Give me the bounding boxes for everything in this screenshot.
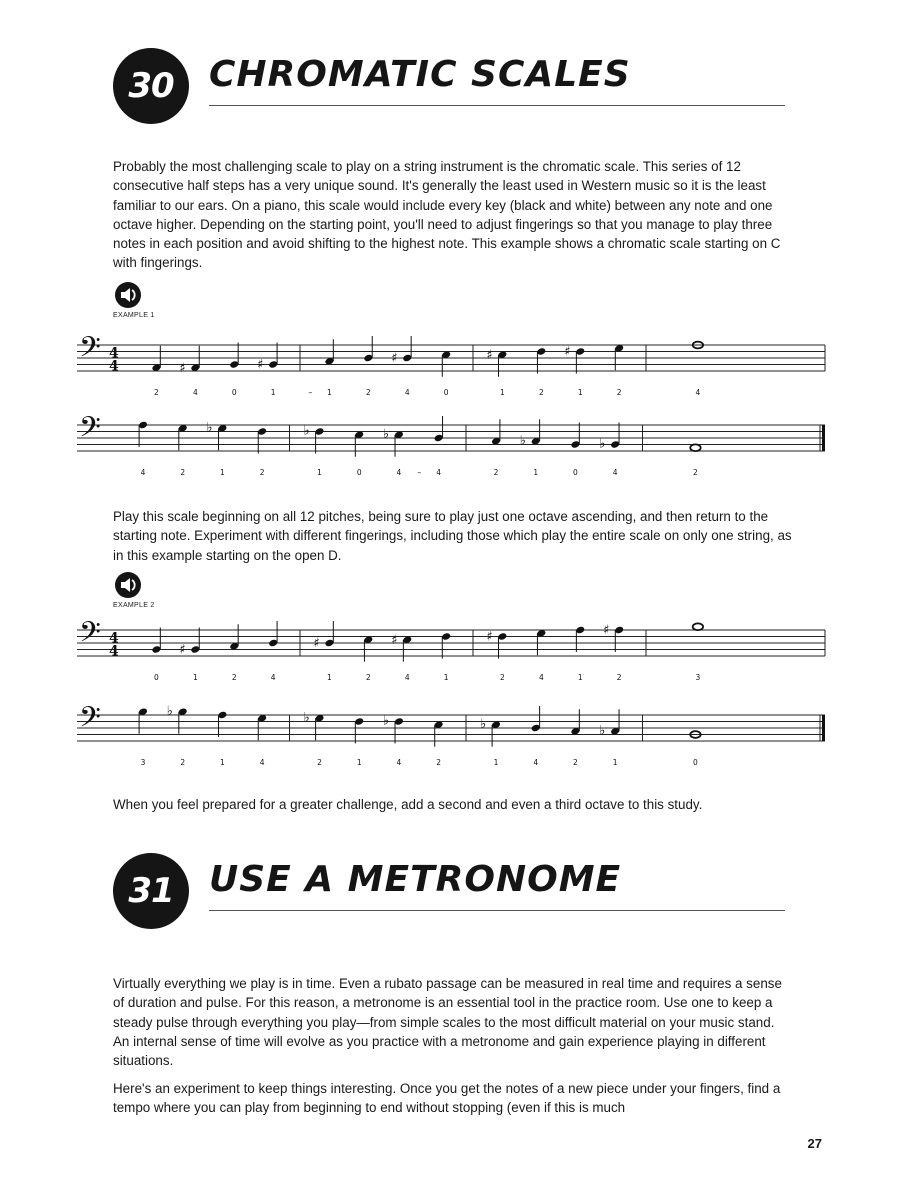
section-number-badge: 31 [113,853,189,929]
fingering: 2 [436,758,442,767]
sharp-sign: ♯ [486,629,493,645]
paragraph-experiment: Here's an experiment to keep things interesting. Once you get the notes of a new piece under your fingers, find a tempo where you can play from beginning to end without stopping (even if this is much [113,1081,781,1116]
sharp-sign: ♯ [486,347,493,363]
fingering: 2 [616,673,622,682]
fingering: 2 [500,673,505,682]
fingering: 2 [538,388,544,395]
sharp-sign: ♯ [313,636,320,651]
fingering: 2 [573,758,578,767]
music-staff [75,405,835,480]
sharp-sign: ♯ [179,642,186,658]
fingering: 4 [612,468,618,477]
example-2-label-block [113,570,155,609]
time-signature-bottom: 4 [109,643,119,660]
fingering: 1 [220,468,225,477]
sharp-sign: ♯ [391,351,398,366]
bass-clef: 𝄢 [79,700,101,741]
paragraph-metronome: Virtually everything we play is in time. Even a rubato passage can be measured in real time and requires a sense of duration and pulse. For this reason, a metronome is an essential tool in the practice room. Use one to keep a steady pulse through everything you play—from simple scales to the most difficult material on your music stand. An internal sense of time will evolve as you practice with a metronome and gain experience playing in different situations. [113,976,782,1069]
fingering: 1 [533,468,539,477]
sharp-sign: ♯ [179,360,186,376]
flat-sign: ♭ [519,433,526,449]
fingering: 3 [140,758,146,767]
fingering: 2 [693,468,698,477]
example-label: EXAMPLE 1 [113,312,155,319]
fingering: 3 [695,673,701,682]
sharp-sign: ♯ [391,632,398,648]
fingering: 1 [192,673,198,682]
sharp-sign: ♯ [603,623,610,638]
music-staff [75,695,835,775]
fingering: 0 [231,388,237,395]
fingering: 2 [493,468,499,477]
fingering: 1 [327,388,332,395]
fingering: 4 [533,758,539,767]
fingering: 1 [356,758,362,767]
fingering: 2 [180,468,186,477]
music-staff [75,325,835,395]
paragraph-intro: Probably the most challenging scale to play on a string instrument is the chromatic scale. This series of 12 consecutive half steps has a very unique sound. It's generally the least used in Western music so it is the least familiar to our ears. On a piano, this scale would include every key (black and white) between any note and one octave higher. Depending on the starting point, you'll need to adjust fingerings so that you manage to play three notes in each position and avoid shifting to the highest note. This example shows a chromatic scale starting on C with fingerings. [113,159,781,271]
fingering: 2 [180,758,186,767]
fingering: 0 [443,388,449,395]
bass-clef: 𝄢 [79,330,101,371]
fingering: 4 [404,673,410,682]
flat-sign: ♭ [382,426,390,442]
music-staff [75,610,835,685]
paragraph-challenge: When you feel prepared for a greater challenge, add a second and even a third octave to this study. [113,797,703,812]
section-title: USE A METRONOME [209,859,622,900]
fingering: 4 [538,673,544,682]
fingering: 4 [404,388,410,395]
whole-note [690,444,700,451]
fingering: 4 [270,673,276,682]
fingering: 4 [259,758,265,767]
example-1-label-block [113,280,155,319]
fingering: 2 [317,758,322,767]
title-underline [209,910,785,911]
fingering: 4 [695,388,701,395]
flat-sign: ♭ [599,723,606,739]
audio-icon[interactable] [113,280,143,310]
flat-sign: ♭ [303,423,310,439]
section-30-header [113,48,785,128]
section-31-header [113,853,785,933]
fingering: 0 [573,468,578,477]
bass-clef: 𝄢 [79,615,101,656]
flat-sign: ♭ [206,420,213,436]
section-title: CHROMATIC SCALES [209,54,631,95]
fingering: 1 [493,758,499,767]
fingering: 4 [140,468,146,477]
fingering: 2 [259,468,265,477]
sharp-sign: ♯ [257,357,264,373]
title-underline [209,105,785,106]
fingering: 1 [500,388,505,395]
page-number: 27 [807,1136,822,1151]
fingering: 4 [396,758,402,767]
fingering: 1 [317,468,322,477]
fingering: 1 [220,758,225,767]
flat-sign: ♭ [382,713,390,729]
flat-sign: ♭ [166,703,173,719]
fingering: 1 [577,673,583,682]
fingering: 2 [616,388,622,395]
fingering: 4 [192,388,198,395]
bass-clef: 𝄢 [79,410,101,451]
sharp-sign: ♯ [564,344,571,360]
fingering: 1 [327,673,332,682]
flat-sign: ♭ [480,716,487,732]
paragraph-practice: Play this scale beginning on all 12 pitches, being sure to play just one octave ascending, and then return to the starting note. Experiment with different fingerings, including those which play the entire scale on only one string, as in this example starting on the open D. [113,509,792,563]
fingering: 4 [436,468,442,477]
flat-sign: ♭ [303,710,310,726]
whole-note [693,623,703,630]
shift-dash: – [308,388,313,395]
fingering: 0 [693,758,698,767]
fingering: 2 [365,673,371,682]
fingering: 0 [154,673,159,682]
fingering: 2 [365,388,371,395]
time-signature-top: 4 [109,630,119,647]
example-label: EXAMPLE 2 [113,602,155,609]
fingering: 0 [356,468,362,477]
audio-icon[interactable] [113,570,143,600]
time-signature-bottom: 4 [109,358,119,375]
fingering: 2 [154,388,159,395]
time-signature-top: 4 [109,345,119,362]
fingering: 1 [612,758,618,767]
fingering: 4 [396,468,402,477]
section-number-badge: 30 [113,48,189,124]
fingering: 1 [270,388,276,395]
fingering: 1 [577,388,583,395]
shift-dash: – [417,468,422,477]
fingering: 2 [231,673,237,682]
flat-sign: ♭ [599,436,606,452]
fingering: 1 [443,673,449,682]
